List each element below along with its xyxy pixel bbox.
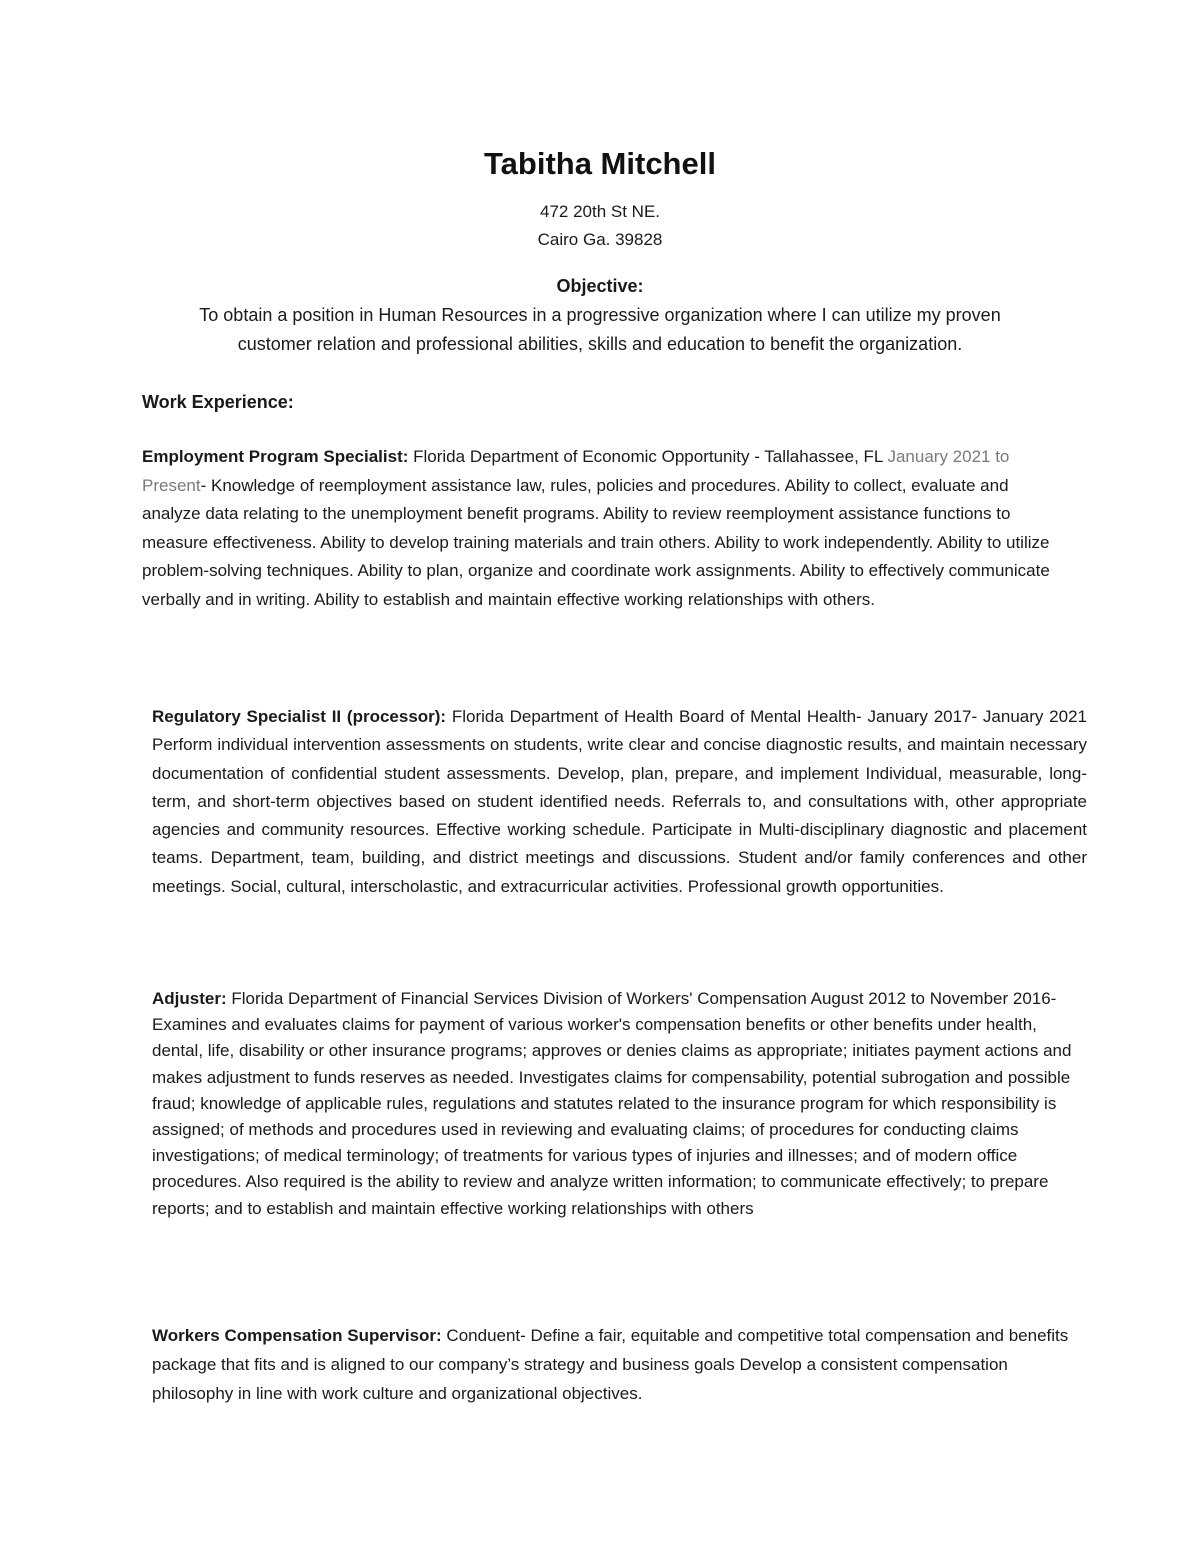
resume-header [0, 138, 1200, 359]
job-entry-regulatory-specialist [152, 703, 1087, 901]
objective-line-1: To obtain a position in Human Resources in a progressive organization where I can utilize my proven [199, 305, 1001, 325]
job-role: Workers Compensation Supervisor: [152, 1326, 442, 1345]
job-description: Florida Department of Financial Services Division of Workers' Compensation August 2012 to November 2016- Examines and evaluates claims for payment of various worker's compensation benefits or other benefits under health, dental, life, disability or other insurance programs; approves or denies claims as appropriate; initiates payment actions and makes adjustment to funds reserves as needed. Investigates claims for compensability, potential subrogation and possible fraud; knowledge of applicable rules, regulations and statutes related to the insurance program for which responsibility is assigned; of methods and procedures used in reviewing and evaluating claims; of procedures for conducting claims investigations; of medical terminology; of treatments for various types of injuries and illnesses; and of modern office procedures. Also required is the ability to review and analyze written information; to communicate effectively; to prepare reports; and to establish and maintain effective working relationships with others [152, 989, 1072, 1218]
job-employer: Florida Department of Economic Opportunity - Tallahassee, FL [408, 447, 888, 466]
job-description: Florida Department of Health Board of Mental Health- January 2017- January 2021 Perform individual intervention assessments on students, write clear and concise diagnostic results, and maintain necessary documentation of confidential student assessments. Develop, plan, prepare, and implement Individual, measurable, long-term, and short-term objectives based on student identified needs. Referrals to, and consultations with, other appropriate agencies and community resources. Effective working schedule. Participate in Multi-disciplinary diagnostic and placement teams. Department, team, building, and district meetings and discussions. Student and/or family conferences and other meetings. Social, cultural, interscholastic, and extracurricular activities. Professional growth opportunities. [152, 707, 1087, 896]
job-dates: January 2021 to Present [142, 447, 1010, 495]
job-role: Employment Program Specialist: [142, 447, 409, 466]
address-street: 472 20th St NE. [539, 202, 661, 221]
applicant-name: Tabitha Mitchell [484, 146, 716, 181]
objective-heading: Objective: [556, 276, 644, 296]
job-description: Conduent- Define a fair, equitable and competitive total compensation and benefits package that fits and is aligned to our company’s strategy and business goals Develop a consistent compensation philosophy in line with work culture and organizational objectives. [152, 1326, 1069, 1403]
job-entry-workers-compensation-supervisor [152, 1321, 1087, 1408]
job-role: Adjuster: [152, 989, 227, 1008]
job-entry-employment-program-specialist [142, 443, 1062, 615]
job-description: - Knowledge of reemployment assistance law, rules, policies and procedures. Ability to collect, evaluate and analyze data relating to the unemployment benefit programs. Ability to review reemployment assistance functions to measure effectiveness. Ability to develop training materials and train others. Ability to work independently. Ability to utilize problem-solving techniques. Ability to plan, organize and coordinate work assignments. Ability to effectively communicate verbally and in writing. Ability to establish and maintain effective working relationships with others. [142, 475, 1050, 609]
job-role: Regulatory Specialist II (processor): [152, 707, 447, 726]
work-experience-heading: Work Experience: [142, 392, 294, 412]
address-city: Cairo Ga. 39828 [537, 230, 663, 249]
objective-line-2: customer relation and professional abilities, skills and education to benefit the organization. [237, 334, 963, 354]
objective-text [135, 301, 1065, 359]
job-entry-adjuster [152, 986, 1087, 1222]
